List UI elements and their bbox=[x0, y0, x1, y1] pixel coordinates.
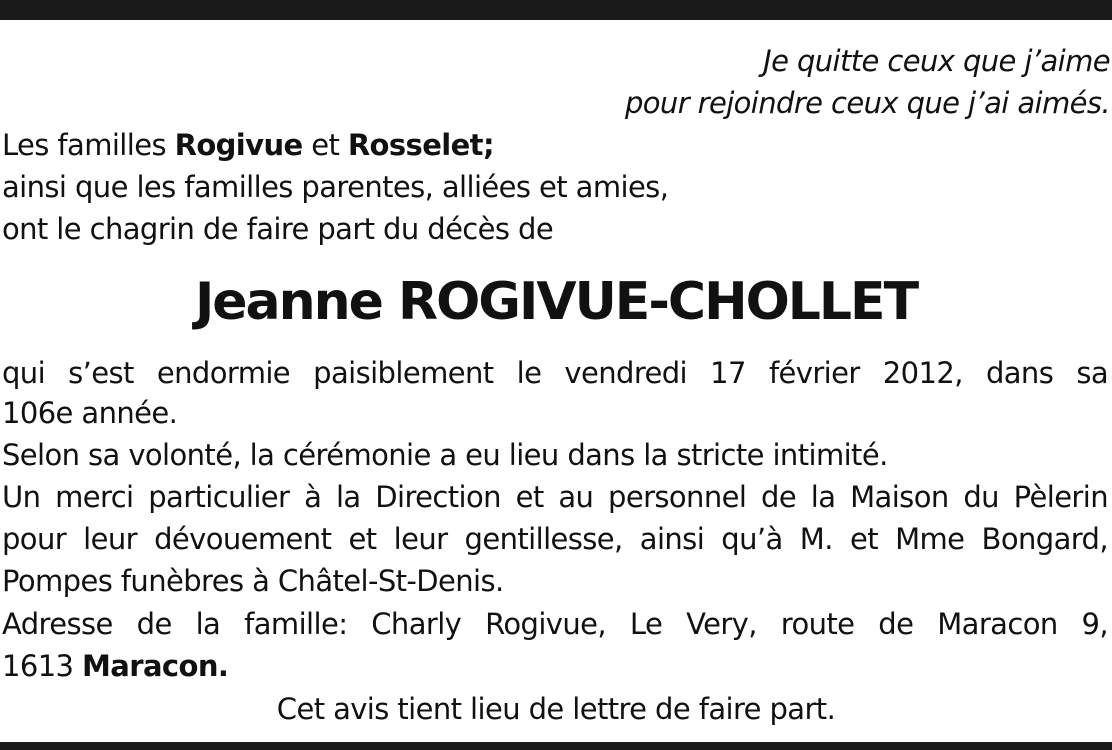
epigraph-line-2: pour rejoindre ceux que j’ai aimés. bbox=[624, 86, 1110, 120]
epigraph-line-1: Je quitte ceux que j’aime bbox=[763, 44, 1110, 78]
family-name-rogivue: Rogivue bbox=[174, 128, 303, 162]
death-line-1: qui s’est endormie paisiblement le vendredi 17 février 2012, dans sa bbox=[2, 356, 1108, 390]
family-name-rosselet: Rosselet; bbox=[347, 128, 494, 162]
families-line-1 bbox=[2, 128, 1108, 162]
address-postcode: 1613 bbox=[2, 649, 83, 683]
families-line-2: ainsi que les familles parentes, alliées et amies, bbox=[2, 170, 669, 204]
address-line-2 bbox=[2, 649, 1108, 683]
families-prefix: Les familles bbox=[2, 128, 175, 162]
bottom-border-rule bbox=[0, 742, 1112, 750]
ceremony-line: Selon sa volonté, la cérémonie a eu lieu dans la stricte intimité. bbox=[2, 438, 888, 472]
deceased-name: Jeanne ROGIVUE-CHOLLET bbox=[194, 272, 918, 332]
thanks-line-2: pour leur dévouement et leur gentillesse, ainsi qu’à M. et Mme Bongard, bbox=[2, 522, 1108, 556]
thanks-line-1: Un merci particulier à la Direction et au personnel de la Maison du Pèlerin bbox=[2, 480, 1108, 514]
death-line-2: 106e année. bbox=[2, 396, 178, 430]
families-line-3: ont le chagrin de faire part du décès de bbox=[2, 212, 554, 246]
families-connector: et bbox=[302, 128, 348, 162]
address-city: Maracon. bbox=[82, 649, 229, 683]
address-line-1: Adresse de la famille: Charly Rogivue, Le Very, route de Maracon 9, bbox=[2, 607, 1108, 641]
thanks-line-3: Pompes funèbres à Châtel-St-Denis. bbox=[2, 564, 504, 598]
closing-line: Cet avis tient lieu de lettre de faire part. bbox=[276, 692, 836, 726]
